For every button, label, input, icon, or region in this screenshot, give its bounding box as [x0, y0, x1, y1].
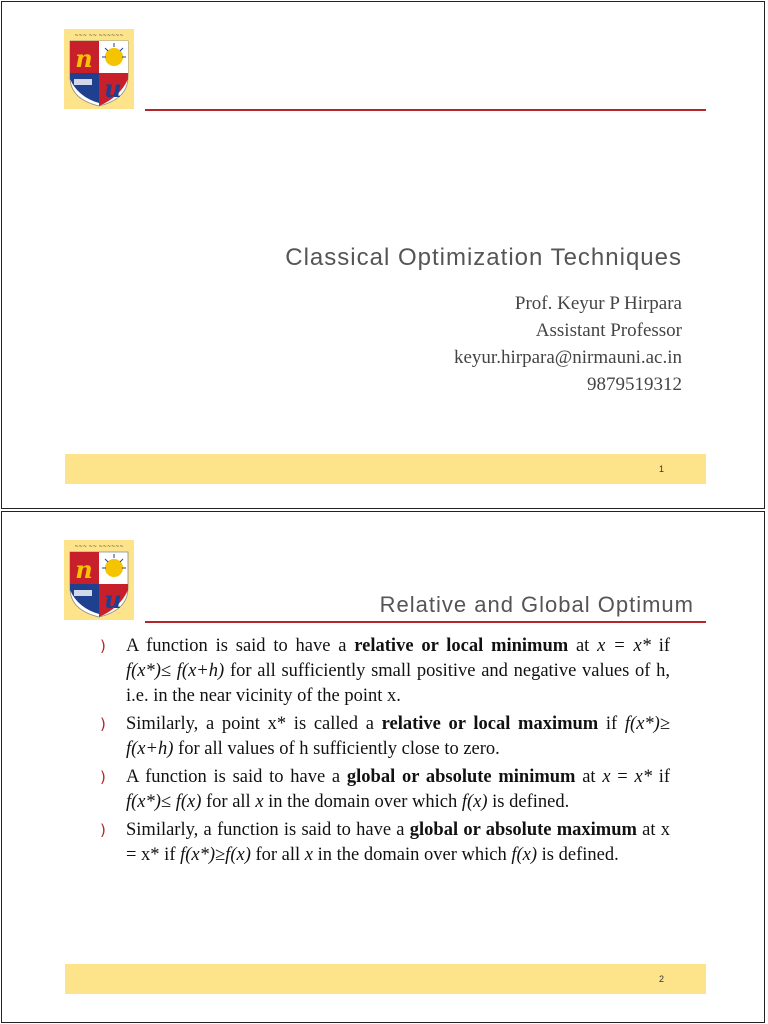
- bullet-marker-icon: ): [100, 768, 106, 786]
- title-rule: [145, 621, 706, 623]
- svg-text:~~~ ~~ ~~~~~~: ~~~ ~~ ~~~~~~: [74, 544, 124, 550]
- list-item: ) Similarly, a function is said to have a global or absolute maximum at x = x* if f(x*)≥f(x) for all x in the domain over which f(x) is defined.: [100, 820, 670, 865]
- svg-text:n: n: [75, 44, 93, 73]
- bullet-list: [100, 634, 670, 871]
- bullet-marker-icon: ): [100, 715, 106, 733]
- list-item: ) A function is said to have a global or absolute minimum at x = x* if f(x*)≤ f(x) for all x in the domain over which f(x) is defined.: [100, 767, 671, 812]
- bullet-marker-icon: ): [100, 821, 106, 839]
- author-phone: 9879519312: [587, 374, 682, 395]
- author-name: Prof. Keyur P Hirpara: [514, 293, 682, 314]
- slide-2: [1, 511, 765, 1023]
- slide-1: [1, 1, 765, 509]
- svg-text:u: u: [104, 74, 122, 103]
- university-logo: [64, 540, 134, 620]
- author-role: Assistant Professor: [535, 320, 682, 341]
- svg-text:~~~ ~~ ~~~~~~: ~~~ ~~ ~~~~~~: [74, 33, 124, 39]
- page-number: 1: [658, 464, 664, 474]
- page-title: Classical Optimization Techniques: [285, 244, 682, 271]
- slide-title: Relative and Global Optimum: [379, 592, 694, 617]
- list-item: ) A function is said to have a relative or local minimum at x = x* if f(x*)≤ f(x+h) for all sufficiently small positive and negative values of h, i.e. in the near vicinity of the point x.: [100, 636, 671, 706]
- shield-emblem-icon: [64, 29, 134, 109]
- footer-bar: [65, 454, 706, 484]
- author-email: keyur.hirpara@nirmauni.ac.in: [454, 347, 682, 368]
- university-logo: [64, 29, 134, 109]
- footer-bar: [65, 964, 706, 994]
- page-number: 2: [658, 974, 664, 984]
- shield-emblem-icon: [64, 540, 134, 620]
- author-block: [454, 290, 682, 398]
- title-rule: [145, 109, 706, 111]
- list-item: ) Similarly, a point x* is called a relative or local maximum if f(x*)≥ f(x+h) for all values of h sufficiently close to zero.: [100, 714, 670, 759]
- bullet-marker-icon: ): [100, 637, 106, 655]
- svg-text:u: u: [104, 585, 122, 614]
- svg-text:n: n: [75, 555, 93, 584]
